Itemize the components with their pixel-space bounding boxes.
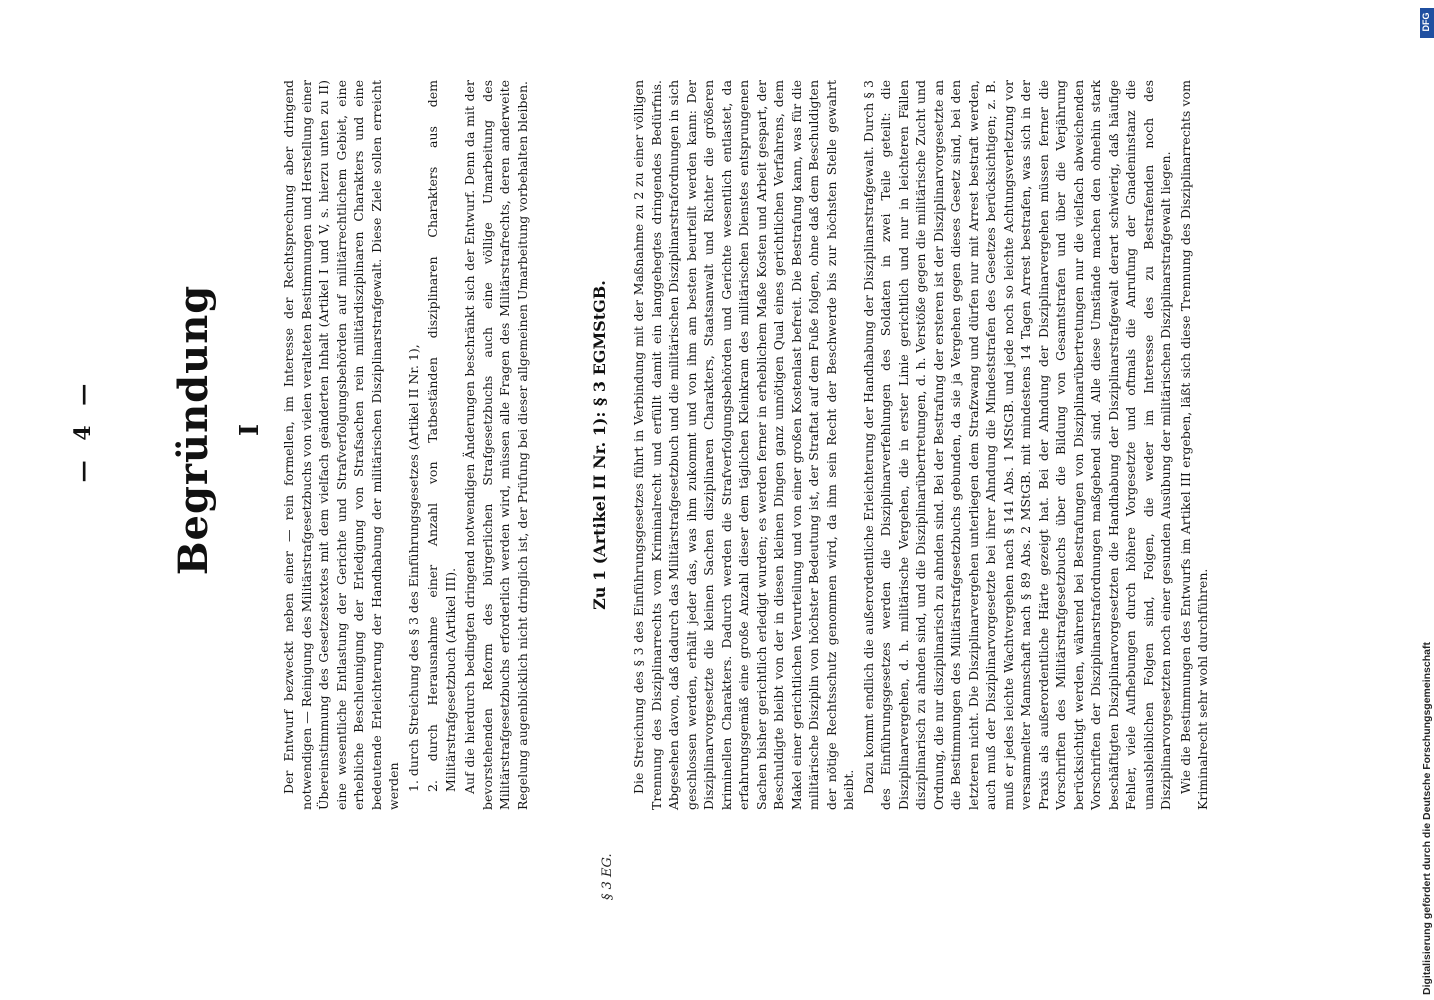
dfg-logo-text: DFG bbox=[1421, 12, 1431, 32]
paragraph: Der Entwurf bezweckt neben einer — rein formellen, im Interesse der Rechtsprechung aber dringend notwendigen — Reinigung des Militärstrafgesetzbuchs von vielen veralteten Bestimmungen und Herstellung einer Übereinstimmung des Gesetzestextes mit dem vielfach geänderten Inhalt (Artikel I und V, s. hierzu unten zu II) eine wesentliche Entlastung der Gerichte und Strafverfolgungsbehörden auf militärrechtlichem Gebiet, eine erhebliche Beschleunigung der Erledigung von Strafsachen rein militärdisziplinaren Charakters und eine bedeutende Erleichterung der Handhabung der militärischen Disziplinarstrafgewalt. Diese Ziele sollen erreicht werden bbox=[281, 80, 401, 810]
list-item: 1. durch Streichung des § 3 des Einführungsgesetzes (Artikel II Nr. 1), bbox=[405, 344, 421, 792]
intro-text bbox=[280, 80, 533, 810]
paragraph: Dazu kommt endlich die außerordentliche Erleichterung der Handhabung der Disziplinarstrafgewalt. Durch § 3 des Einführungsgesetzes werden die Disziplinarverfehlungen des Soldaten in zwei Teile geteilt: die Disziplinarvergehen, d. h. militärische Vergehen, die in erster Linie gerichtlich und nur in leichteren Fällen disziplinarisch zu ahnden sind, und die Disziplinarübertretungen, d. h. Verstöße gegen die militärische Zucht und Ordnung, die nur disziplinarisch zu ahnden sind. Bei der Bestrafung der ersteren ist der Disziplinarvorgesetzte an die Bestimmungen des Militärstrafgesetzbuchs gebunden, da sie ja Vergehen gegen dieses Gesetz sind, bei den letzteren nicht. Die Disziplinarvergehen unterliegen dem Strafzwang und dürfen nur mit Arrest bestraft werden, auch muß der Disziplinarvorgesetzte bei ihrer Ahndung die Mindeststrafen des Gesetzes berücksichtigen; z. B. muß er jedes leichte Wachtvergehen nach § 141 Abs. 1 MStGB. und jede noch so leichte Achtungsverletzung vor versammelter Mannschaft nach § 89 Abs. 2 MStGB. mit mindestens 14 Tagen Arrest bestrafen, was sich in der Praxis als außerordentliche Härte gezeigt hat. Bei der Ahndung der Disziplinarvergehen müssen ferner die Vorschriften des Militärstrafgesetzbuchs über die Bildung von Gesamtstrafen und über die Verjährung berücksichtigt werden, während bei Bestrafungen von Disziplinarübertretungen nur die vielfach abweichenden Vorschriften der Disziplinarstrafordnungen maßgebend sind. Alle diese Umstände machen den ohnehin stark beschäftigten Disziplinarvorgesetzten die Handhabung der Disziplinarstrafgewalt derart schwierig, daß häufige Fehler, viele Aufhebungen durch höhere Vorgesetzte und oftmals die Anrufung der Gnadeninstanz die unausbleiblichen Folgen sind, Folgen, die weder im Interesse des zu Bestrafenden noch des Disziplinarvorgesetzten noch einer gesunden Ausübung der militärischen Disziplinarstrafgewalt liegen. bbox=[860, 80, 1173, 810]
paragraph: Auf die hierdurch bedingten dringend notwendigen Änderungen beschränkt sich der Entwurf. Denn da mit der bevorstehenden Reform des bürgerlichen Strafgesetzbuchs auch eine völlige Umarbeitung des Militärstrafgesetzbuchs erforderlich werden wird, müssen alle Fragen des Militärstrafrechts, deren anderweite Regelung augenblicklich nicht dringlich ist, der Prüfung bei dieser allgemeinen Umarbeitung vorbehalten bleiben. bbox=[462, 80, 530, 810]
section-numeral: I bbox=[235, 423, 265, 437]
page-title: Begründung bbox=[170, 284, 217, 576]
section-text bbox=[630, 80, 1214, 810]
paragraph: Die Streichung des § 3 des Einführungsgesetzes führt in Verbindung mit der Maßnahme zu 2 zu einer völligen Trennung des Disziplinarrechts vom Kriminalrecht und erfüllt damit ein langgehegtes dringendes Bedürfnis. Abgesehen davon, daß dadurch das Militärstrafgesetzbuch und die militärischen Disziplinarstrafordnungen in sich geschlossen werden, erhält jeder das, was ihm zukommt und von ihm am besten beurteilt werden kann: Der Disziplinarvorgesetzte die kleinen Sachen disziplinaren Charakters, Staatsanwalt und Richter die größeren kriminellen Charakters. Dadurch werden die Strafverfolgungsbehörden und Gerichte wesentlich entlastet, da erfahrungsgemäß eine große Anzahl dieser dem täglichen Kleinkram des militärischen Dienstes entsprungenen Sachen bisher gerichtlich erledigt wurden; es werden ferner in erheblichem Maße Kosten und Arbeit gespart, der Beschuldigte bleibt von der in diesen kleinen Dingen ganz unnötigen Qual eines gerichtlichen Verfahrens, dem Makel einer gerichtlichen Verurteilung und von einer großen Kostenlast befreit. Die Bestrafung kann, was für die militärische Disziplin von höchster Bedeutung ist, der Straftat auf dem Fuße folgen, ohne daß dem Beschuldigten der nötige Rechtsschutz genommen wird, da ihm sein Recht der Beschwerde bis zur höchsten Stelle gewahrt bleibt. bbox=[631, 80, 856, 810]
list-item: 2. durch Herausnahme einer Anzahl von Tatbeständen disziplinaren Charakters aus dem Militärstrafgesetzbuch (Artikel III). bbox=[425, 80, 458, 792]
dfg-logo bbox=[1420, 8, 1434, 38]
section-heading: Zu 1 (Artikel II Nr. 1): § 3 EGMStGB. bbox=[590, 280, 609, 610]
page-number: — 4 — bbox=[70, 377, 96, 483]
paragraph: Wie die Bestimmungen des Entwurfs im Artikel III ergeben, läßt sich diese Trennung des Disziplinarrechts vom Kriminalrecht sehr wohl durchführen. bbox=[1177, 80, 1210, 810]
digitization-credit: Digitalisierung gefördert durch die Deutsche Forschungsgemeinschaft bbox=[1421, 642, 1433, 995]
rotated-page-content bbox=[30, 20, 1330, 960]
margin-note: § 3 EG. bbox=[600, 853, 615, 900]
